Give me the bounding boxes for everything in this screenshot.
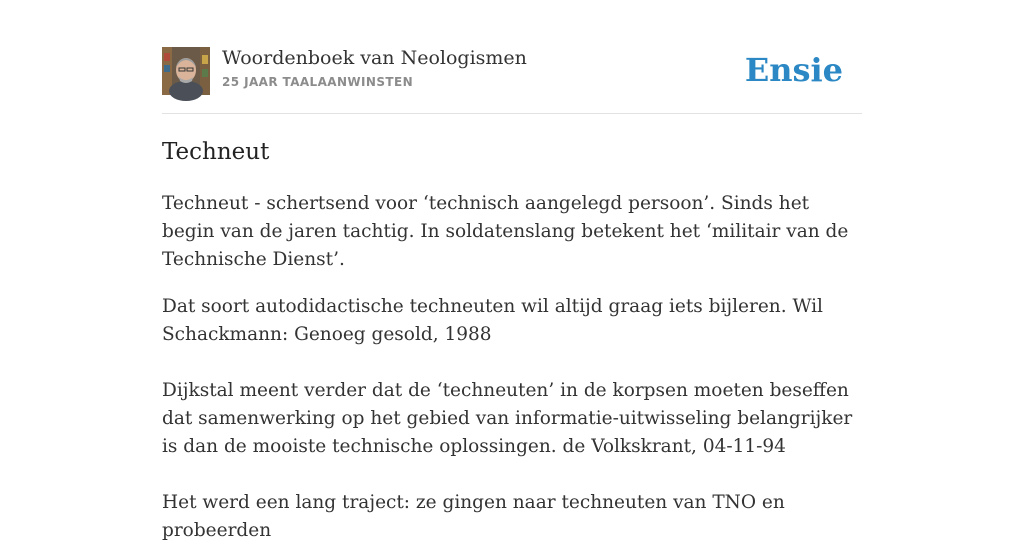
citation-quote: Dat soort autodidactische techneuten wil altijd graag iets bijleren. Wil Schackmann: Genoeg gesold, 1988 <box>162 296 829 345</box>
avatar[interactable] <box>162 47 210 95</box>
source-subtitle: 25 JAAR TAALAANWINSTEN <box>222 75 414 89</box>
author-portrait-icon <box>162 47 210 95</box>
brand-logo[interactable]: Ensie <box>744 51 843 89</box>
header-divider <box>162 113 862 114</box>
citation-quote: Het werd een lang traject: ze gingen naar techneuten van TNO en probeerden <box>162 492 791 541</box>
entry-title: Techneut <box>162 139 270 165</box>
source-header <box>162 46 862 96</box>
citation-quote: Dijkstal meent verder dat de ‘techneuten’ in de korpsen moeten beseffen dat samenwerking op het gebied van informatie-uitwisseling belangrijker is dan de mooiste technische oplossingen. de Volkskrant, 04-11-94 <box>162 380 859 457</box>
entry-definition: Techneut - schertsend voor ‘technisch aangelegd persoon’. Sinds het begin van de jaren tachtig. In soldatenslang betekent het ‘militair van de Technische Dienst’. <box>162 193 849 270</box>
source-title[interactable]: Woordenboek van Neologismen <box>222 47 527 69</box>
